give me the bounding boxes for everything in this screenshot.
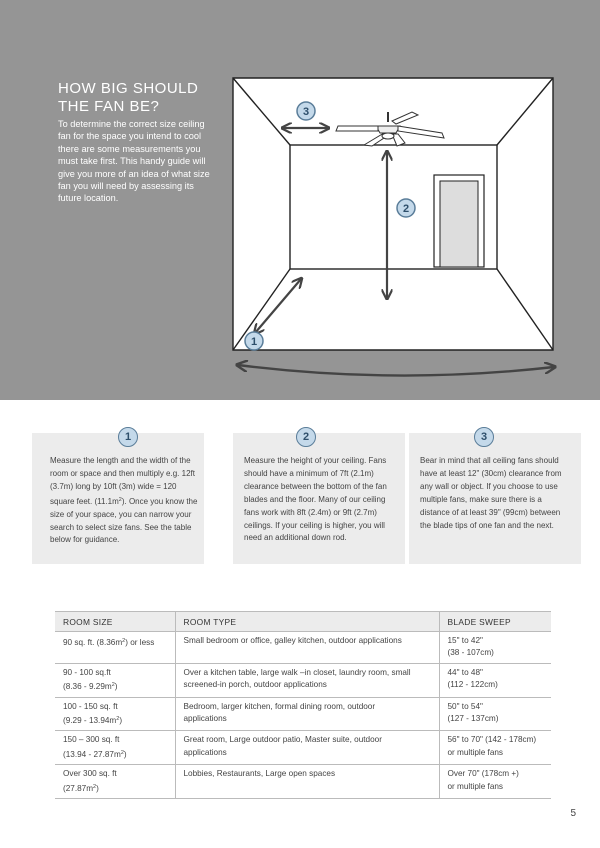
- step-badge-3: 3: [474, 427, 494, 447]
- marker-1-label: 1: [250, 336, 258, 348]
- step-badge-2: 2: [296, 427, 316, 447]
- step-text-2: Measure the height of your ceiling. Fans should have a minimum of 7ft (2.1m) clearance between the bottom of the fan blades and the floor. Many of our ceiling fans work with 8ft (2.4m) or 9ft (2.7m) ceilings. If your ceiling is higher, you will need an additional down rod.: [244, 456, 387, 543]
- step-text-1: [50, 455, 198, 547]
- step-text-1-a: Measure the length and the width of the room or space and then multiply e.g. 12ft (3.7m) long by 10ft (3m) wide = 120 square feet. (11.1m: [50, 456, 195, 506]
- type-text-2: applications: [183, 747, 227, 757]
- size-tail: ): [114, 682, 118, 692]
- size-text-2: (27.87m: [63, 783, 94, 793]
- cell-room-size: [55, 632, 175, 664]
- table-header-row: [55, 612, 551, 632]
- cell-room-type: [175, 632, 439, 664]
- size-text-2: (13.94 - 27.87m: [63, 749, 121, 759]
- marker-3-label: 3: [302, 106, 310, 118]
- page-number: 5: [570, 808, 576, 819]
- sweep-text: 50" to 54": [447, 701, 483, 711]
- sweep-text-2: (112 - 122cm): [447, 680, 498, 690]
- step-card-3: [409, 433, 581, 564]
- type-text: Over a kitchen table, large walk –in closet, laundry room, small: [183, 667, 411, 677]
- arrow-room-width: [238, 365, 554, 376]
- sweep-text: Over 70" (178cm +): [447, 769, 519, 779]
- cell-blade-sweep: [439, 663, 551, 697]
- page-title-line-1: HOW BIG SHOULD: [58, 80, 199, 97]
- hero-banner: [0, 0, 600, 400]
- step-text-1-b: ). Once you know the size of your space, you can narrow your search to select size fans. See the table below for guidance.: [50, 496, 198, 545]
- type-text-2: screened-in porch, outdoor applications: [183, 680, 327, 690]
- sweep-text-2: (127 - 137cm): [447, 714, 499, 724]
- cell-room-size: [55, 697, 175, 731]
- table-row: [55, 663, 551, 697]
- cell-blade-sweep: [439, 731, 551, 765]
- size-sup: 2: [93, 783, 97, 790]
- type-text-2: applications: [183, 714, 227, 724]
- table-row: [55, 697, 551, 731]
- marker-2: [397, 199, 415, 217]
- cell-blade-sweep: [439, 632, 551, 664]
- step-text-3: Bear in mind that all ceiling fans should have at least 12" (30cm) clearance from any wall or object. If you choose to use multiple fans, make sure there is a distance of at least 39" (99cm) between the blade tips of one fan and the next.: [420, 456, 562, 530]
- step-badge-1: 1: [118, 427, 138, 447]
- size-sup: 2: [116, 716, 120, 723]
- sweep-text: 56" to 70" (142 - 178cm): [447, 735, 537, 745]
- step-card-2: [233, 433, 405, 564]
- size-sup: 2: [111, 682, 115, 689]
- sweep-text-2: or multiple fans: [447, 747, 504, 757]
- cell-room-size: [55, 731, 175, 765]
- size-tail: ) or less: [125, 638, 155, 647]
- header-blade-sweep: BLADE SWEEP: [439, 612, 551, 632]
- marker-1: [245, 332, 263, 350]
- marker-3: [297, 102, 315, 120]
- door-panel: [440, 181, 478, 267]
- sweep-text-2: or multiple fans: [447, 781, 504, 791]
- room-diagram: [0, 0, 600, 400]
- cell-room-type: [175, 765, 439, 799]
- header-room-type: ROOM TYPE: [175, 612, 439, 632]
- size-text: 90 sq. ft. (8.36m: [63, 638, 123, 647]
- marker-2-label: 2: [402, 203, 410, 215]
- type-text: Great room, Large outdoor patio, Master suite, outdoor: [183, 735, 382, 745]
- cell-room-type: [175, 697, 439, 731]
- size-tail: ): [96, 783, 99, 793]
- type-text: Lobbies, Restaurants, Large open spaces: [183, 769, 336, 779]
- size-text: 100 - 150 sq. ft: [63, 701, 118, 711]
- intro-paragraph: To determine the correct size ceiling fan for the space you intend to cool there are some measurements you must take first. This handy guide will give you more of an idea of what size fan you will need by assessing its future location.: [58, 119, 210, 204]
- page-title-line-2: THE FAN BE?: [58, 98, 160, 115]
- cell-room-size: [55, 765, 175, 799]
- size-tail: ): [123, 749, 127, 759]
- cell-room-size: [55, 663, 175, 697]
- cell-blade-sweep: [439, 697, 551, 731]
- size-text-2: (9.29 - 13.94m: [63, 716, 117, 726]
- table-row: [55, 765, 551, 799]
- step-card-1: [32, 433, 204, 564]
- sweep-text: 44" to 48": [447, 667, 483, 677]
- size-text: 150 – 300 sq. ft: [63, 735, 120, 745]
- type-text: Bedroom, larger kitchen, formal dining room, outdoor: [183, 701, 376, 711]
- fan-size-table: [55, 611, 551, 799]
- size-text-2: (8.36 - 9.29m: [63, 682, 112, 692]
- size-sup: 2: [120, 749, 124, 756]
- sweep-text: 15" to 42": [447, 636, 483, 645]
- size-text: Over 300 sq. ft: [63, 769, 117, 779]
- cell-room-type: [175, 731, 439, 765]
- cell-room-type: [175, 663, 439, 697]
- sweep-text-2: (38 - 107cm): [447, 648, 494, 658]
- table-row: [55, 632, 551, 664]
- type-text: Small bedroom or office, galley kitchen, outdoor applications: [183, 636, 402, 645]
- size-text: 90 - 100 sq.ft: [63, 667, 111, 677]
- step-text-1-sup: 2: [118, 496, 122, 503]
- cell-blade-sweep: [439, 765, 551, 799]
- size-sup: 2: [122, 638, 126, 644]
- header-room-size: ROOM SIZE: [55, 612, 175, 632]
- table-row: [55, 731, 551, 765]
- size-tail: ): [119, 716, 123, 726]
